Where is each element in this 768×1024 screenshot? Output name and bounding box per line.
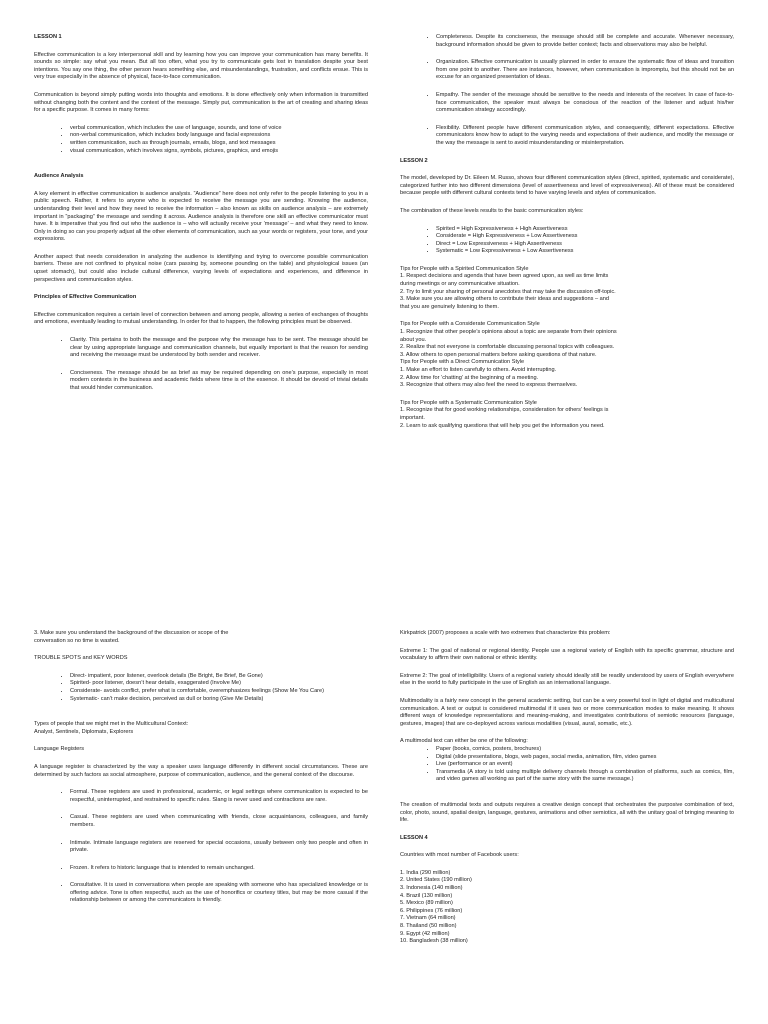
audience-analysis-heading: Audience Analysis xyxy=(34,173,84,180)
list-item: • Completeness. Despite its conciseness, the message should still be complete and accurate. Whenever necessary, background information should be given to provide better context; facts and observations may also be helpful. xyxy=(436,34,734,49)
kirkpatrick-paragraph: Kirkpatrick (2007) proposes a scale with two extremes that characterize this problem: xyxy=(400,630,611,636)
page-top-right-column xyxy=(400,0,734,512)
document-page-bottom xyxy=(0,512,768,1024)
intro-paragraph-1: Effective communication is a key interpersonal skill and by learning how you can improve your communication has many benefits. It sounds so simple: say what you mean. But all too often, what you try to communicate gets lost in translation despite your best intentions. You say one thing, the other person hears something else, and misunderstandings, frustration, and conflicts ensue. This is very true especially in the absence of physical, face-to-face communication. xyxy=(34,51,368,81)
list-item: • non-verbal communication, which includes body language and facial expressions xyxy=(70,132,368,140)
list-item: • Direct = Low Expressiveness + High Assertiveness xyxy=(436,241,734,249)
trouble-spots-heading: TROUBLE SPOTS and KEY WORDS xyxy=(34,655,128,662)
lesson-4-title: LESSON 4 xyxy=(400,834,428,841)
list-item: • Organization. Effective communication is usually planned in order to ensure the systematic flow of ideas and transition from one point to another. There are instances, however, when communication is impromptu, but this should not be an excuse for an organized presentation of ideas. xyxy=(436,59,734,82)
trouble-spots-list xyxy=(34,673,368,703)
principles-list xyxy=(34,337,368,393)
registers-paragraph: A language register is characterized by the way a speaker uses language differently in different social circumstances. These are determined by such factors as social atmosphere, purpose of communication, audience, and the general context of the discourse. xyxy=(34,763,368,778)
principles-list-continued xyxy=(400,34,734,148)
list-item: • Clarity. This pertains to both the message and the purpose why the message has to be sent. The message should be clear by using appropriate language and communication channels, but equally important is that the reason for sending and receiving the message must be understood by both sender and receiver. xyxy=(70,337,368,360)
creation-paragraph: The creation of multimodal texts and outputs requires a creative design concept that orchestrates the purposive combination of text, color, photo, sound, spatial design, language, gestures, animations and other semiotics, all with the unitary goal of bringing meaning to life. xyxy=(400,801,734,824)
tips-spirited: Tips for People with a Spirited Communication Style 1. Respect decisions and agenda that have been agreed upon, as well as time limits during meetings or any communicative situation. 2. Try to limit your sharing of personal anecdotes that may take the discussion off-topic. 3. Make sure you are allowing others to contribute their ideas and suggestions – and that you are genuinely listening to them. xyxy=(400,265,616,310)
facebook-intro: Countries with most number of Facebook users: xyxy=(400,852,519,859)
language-registers-heading: Language Registers xyxy=(34,746,85,753)
model-paragraph: The model, developed by Dr. Eileen M. Russo, shows four different communication styles (direct, spirited, systematic and considerate), categorized further into two different dimensions (level of assertiveness and level of expressiveness). All of these must be considered because people with different cultural contexts tend to have varying levels and styles of communication. xyxy=(400,175,734,197)
extreme-1-paragraph: Extreme 1: The goal of national or regional identity. People use a regional variety of English with its specific grammar, structure and vocabulary to affirm their own national or ethnic identity. xyxy=(400,647,734,662)
list-item: • verbal communication, which includes the use of language, sounds, and tone of voice xyxy=(70,125,368,133)
list-item: • Spirited = High Expressiveness + High Assertiveness xyxy=(436,226,734,234)
list-item: • Empathy. The sender of the message should be sensitive to the needs and interests of the receiver. In case of face-to-face communication, the speaker must always be conscious of the reaction of the listener and adjust his/her communication strategy accordingly. xyxy=(436,92,734,115)
list-item: • Live (performance or an event) xyxy=(436,761,734,769)
communication-forms-list xyxy=(34,125,368,155)
model-combination-paragraph: The combination of these levels results to the basic communication styles: xyxy=(400,207,584,214)
principles-paragraph: Effective communication requires a certain level of connection between and among people, allowing a series of exchanges of thoughts and emotions, eventually leading to mutual understanding. In order for that to happen, the following principles must be observed. xyxy=(34,311,368,326)
list-item: • Considerate- avoids conflict, prefer what is comfortable, overemphasizes feelings (Show Me You Care) xyxy=(70,688,368,696)
extreme-2-paragraph: Extreme 2: The goal of intelligibility. Users of a regional variety should ideally still be readily understood by users of English everywhere else in the world to fully participate in the use of English as an international language. xyxy=(400,672,734,687)
list-item: • Transmedia (A story is told using multiple delivery channels through a combination of platforms, such as comics, film, and video games all working as part of the same story with the same message.) xyxy=(436,769,734,784)
list-item: • visual communication, which involves signs, symbols, pictures, graphics, and emojis xyxy=(70,148,368,156)
lesson-2-title: LESSON 2 xyxy=(400,157,428,164)
list-item: • Flexibility. Different people have different communication styles, and consequently, different expectations. Effective communicators know how to adapt to the varying needs and expectations of their audience, and modify the message or the way the message is sent to avoid misunderstanding or misinterpretation. xyxy=(436,125,734,148)
multimodal-text-list xyxy=(400,746,734,784)
list-item: • Systematic = Low Expressiveness + Low Assertiveness xyxy=(436,248,734,256)
page-top-left-column xyxy=(34,0,368,512)
list-item: • Formal. These registers are used in professional, academic, or legal settings where communication is expected to be respectful, uninterrupted, and restrained to specific rules. Slang is never used and contractions are rare. xyxy=(70,789,368,804)
intro-paragraph-2: Communication is beyond simply putting words into thoughts and emotions. It is done effectively only when information is transmitted without changing both the content and the context of the message. Simply put, communication is the art of creating and sharing ideas for a specific purpose. It comes in many forms: xyxy=(34,91,368,114)
multimodality-paragraph: Multimodality is a fairly new concept in the general academic setting, but can be a very powerful tool in light of digital and multicultural communication. A text or output is considered multimodal if it uses two or more communication modes to make meaning. It shows different ways of knowledge representations and meaning-making, and investigates contributions of semiotic resources (language, gestures, images) that are co-deployed across various modalities (visual, aural, somatic, etc.). xyxy=(400,697,734,727)
multimodal-list-intro: A multimodal text can either be one of the following: xyxy=(400,738,528,745)
audience-paragraph-1: A key element in effective communication is audience analysis. “Audience” here does not only refer to the people listening to you in a public speech. Rather, it refers to anyone who is expected to receive the message you are sending. Knowing the audience, understanding their level and how they need to receive the information – also known as skills on audience analysis – are extremely important in “packaging” the message and sending it across. Audience analysis is therefore one skill an effective communicator must have. It is imperative that you find out who the audience is – who will actually receive your ‘message’ – and what they need to know. Only in doing so can you properly adjust all the other elements of communication, such as your words or registers, your tone, and your expressions. xyxy=(34,190,368,243)
lesson-1-title: LESSON 1 xyxy=(34,34,62,40)
tip-3-continued: 3. Make sure you understand the background of the discussion or scope of the conversation so no time is wasted. xyxy=(34,630,229,644)
list-item: • Spirited- poor listener, doesn’t hear details, exaggerated (Involve Me) xyxy=(70,680,368,688)
types-of-people-paragraph: Types of people that we might met in the Multicultural Context: Analyst, Sentinels, Diplomats, Explorers xyxy=(34,721,189,735)
list-item: • Systematic- can’t make decision, perceived as dull or boring (Give Me Details) xyxy=(70,696,368,704)
list-item: • Frozen. It refers to historic language that is intended to remain unchanged. xyxy=(70,865,368,873)
page-bottom-right-column xyxy=(400,512,734,1024)
list-item: • written communication, such as through journals, emails, blogs, and text messages xyxy=(70,140,368,148)
facebook-countries-list: 1. India (290 million) 2. United States (190 million) 3. Indonesia (140 million) 4. Brazil (130 million) 5. Mexico (89 million) 6. Philippines (76 million) 7. Vietnam (64 million) 8. Thailand (50 million) 9. Egypt (42 million) 10. Bangladesh (38 million) xyxy=(400,869,472,945)
list-item: • Consultative. It is used in conversations when people are speaking with someone who has specialized knowledge or is offering advice. Tone is often respectful, such as the use of honorifics or courtesy titles, but may be more casual if the relationship between or among the communicators is friendly. xyxy=(70,882,368,905)
list-item: • Casual. These registers are used when communicating with friends, close acquaintances, colleagues, and family members. xyxy=(70,814,368,829)
tips-considerate-direct: Tips for People with a Considerate Communication Style 1. Recognize that other people’s opinions about a topic are separate from their opinions about you. 2. Realize that not everyone is comfortable discussing personal topics with colleagues. 3. Allow others to open personal matters before asking questions of that nature. Tips for People with a Direct Communication Style 1. Make an effort to listen carefully to others. Avoid interrupting. 2. Allow time for ‘chatting’ at the beginning of a meeting. 3. Recognize that others may also feel the need to express themselves. xyxy=(400,321,617,389)
principles-heading: Principles of Effective Communication xyxy=(34,294,137,301)
tips-systematic: Tips for People with a Systematic Communication Style 1. Recognize that for good working relationships, consideration for others’ feelings is important. 2. Learn to ask qualifying questions that will help you get the information you need. xyxy=(400,399,609,429)
communication-styles-list xyxy=(400,226,734,256)
registers-list xyxy=(34,789,368,905)
page-bottom-left-column xyxy=(34,512,368,1024)
list-item: • Paper (books, comics, posters, brochures) xyxy=(436,746,734,754)
list-item: • Direct- impatient, poor listener, overlook details (Be Bright, Be Brief, Be Gone) xyxy=(70,673,368,681)
audience-paragraph-2: Another aspect that needs consideration in analyzing the audience is identifying and trying to overcome possible communication barriers. These are not confined to physical noise (cars passing by, someone pounding on the table) and physiological issues (an upset stomach), but could also include cultural difference, varying levels of expectations and experiences, and difference in perspectives and communication styles. xyxy=(34,253,368,283)
list-item: • Digital (slide presentations, blogs, web pages, social media, animation, film, video games xyxy=(436,754,734,762)
list-item: • Intimate. Intimate language registers are reserved for special occasions, usually between only two people and often in private. xyxy=(70,840,368,855)
list-item: • Conciseness. The message should be as brief as may be required depending on one’s purpose, especially in most modern contexts in the business and academic fields where time is of the essence. It should be devoid of trivial details that would hinder communication. xyxy=(70,370,368,393)
list-item: • Considerate = High Expressiveness + Low Assertiveness xyxy=(436,233,734,241)
